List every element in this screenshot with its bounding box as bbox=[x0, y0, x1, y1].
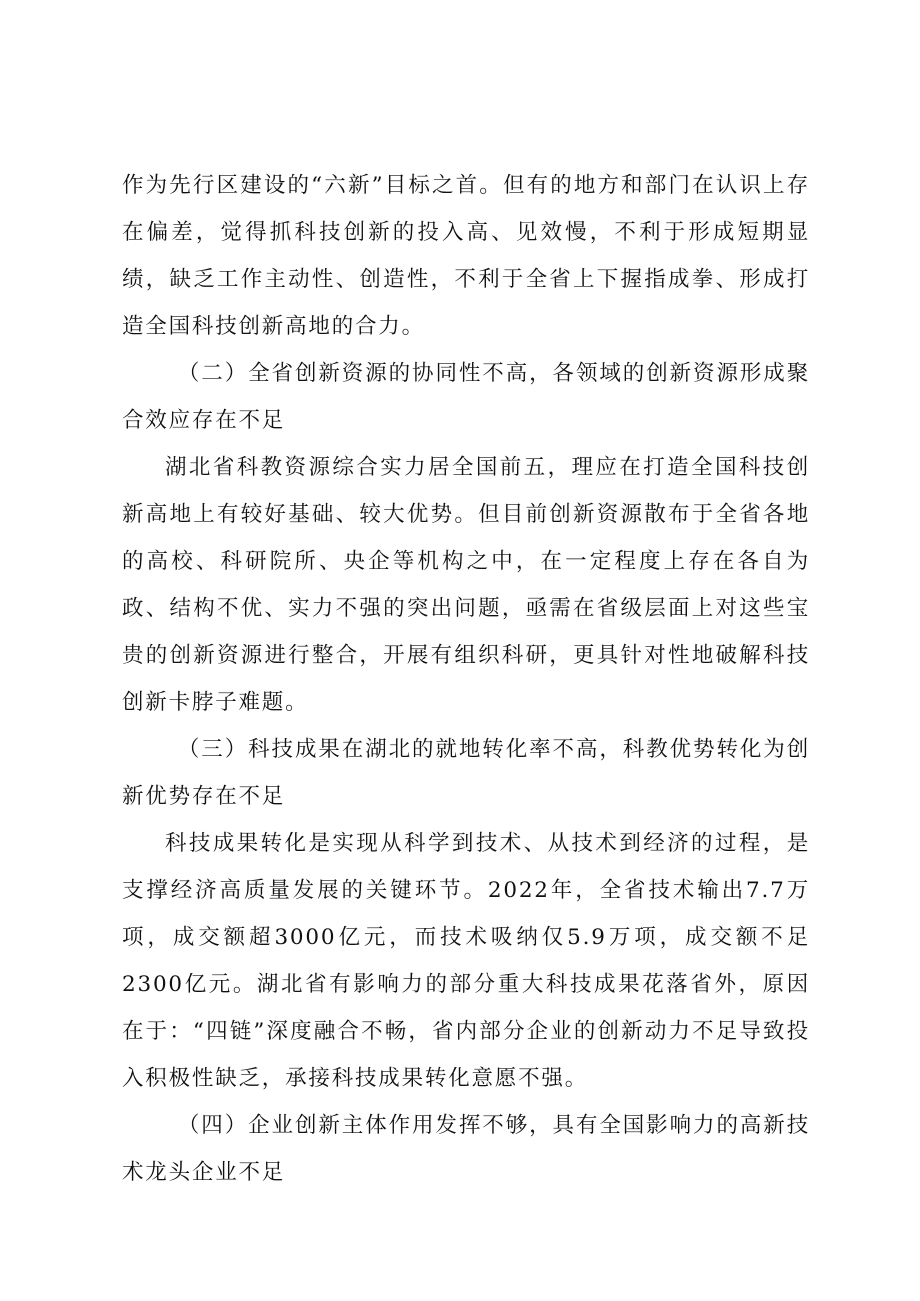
section-heading-4: （四）企业创新主体作用发挥不够，具有全国影响力的高新技术龙头企业不足 bbox=[122, 1113, 810, 1185]
document-body bbox=[122, 162, 810, 1196]
section-heading-2: （二）全省创新资源的协同性不高，各领域的创新资源形成聚合效应存在不足 bbox=[122, 361, 810, 433]
section-heading-3: （三）科技成果在湖北的就地转化率不高，科教优势转化为创新优势存在不足 bbox=[122, 737, 810, 809]
paragraph-resources: 湖北省科教资源综合实力居全国前五，理应在打造全国科技创新高地上有较好基础、较大优势。但目前创新资源散布于全省各地的高校、科研院所、央企等机构之中，在一定程度上存在各自为政、结构不优、实力不强的突出问题，亟需在省级层面上对这些宝贵的创新资源进行整合，开展有组织科研，更具针对性地破解科技创新卡脖子难题。 bbox=[122, 455, 810, 715]
paragraph-transformation: 科技成果转化是实现从科学到技术、从技术到经济的过程，是支撑经济高质量发展的关键环节。2022年，全省技术输出7.7万项，成交额超3000亿元，而技术吸纳仅5.9万项，成交额不足2300亿元。湖北省有影响力的部分重大科技成果花落省外，原因在于：“四链”深度融合不畅，省内部分企业的创新动力不足导致投入积极性缺乏，承接科技成果转化意愿不强。 bbox=[122, 831, 810, 1091]
paragraph-continuation: 作为先行区建设的“六新”目标之首。但有的地方和部门在认识上存在偏差，觉得抓科技创新的投入高、见效慢，不利于形成短期显绩，缺乏工作主动性、创造性，不利于全省上下握指成拳、形成打造全国科技创新高地的合力。 bbox=[122, 173, 810, 339]
